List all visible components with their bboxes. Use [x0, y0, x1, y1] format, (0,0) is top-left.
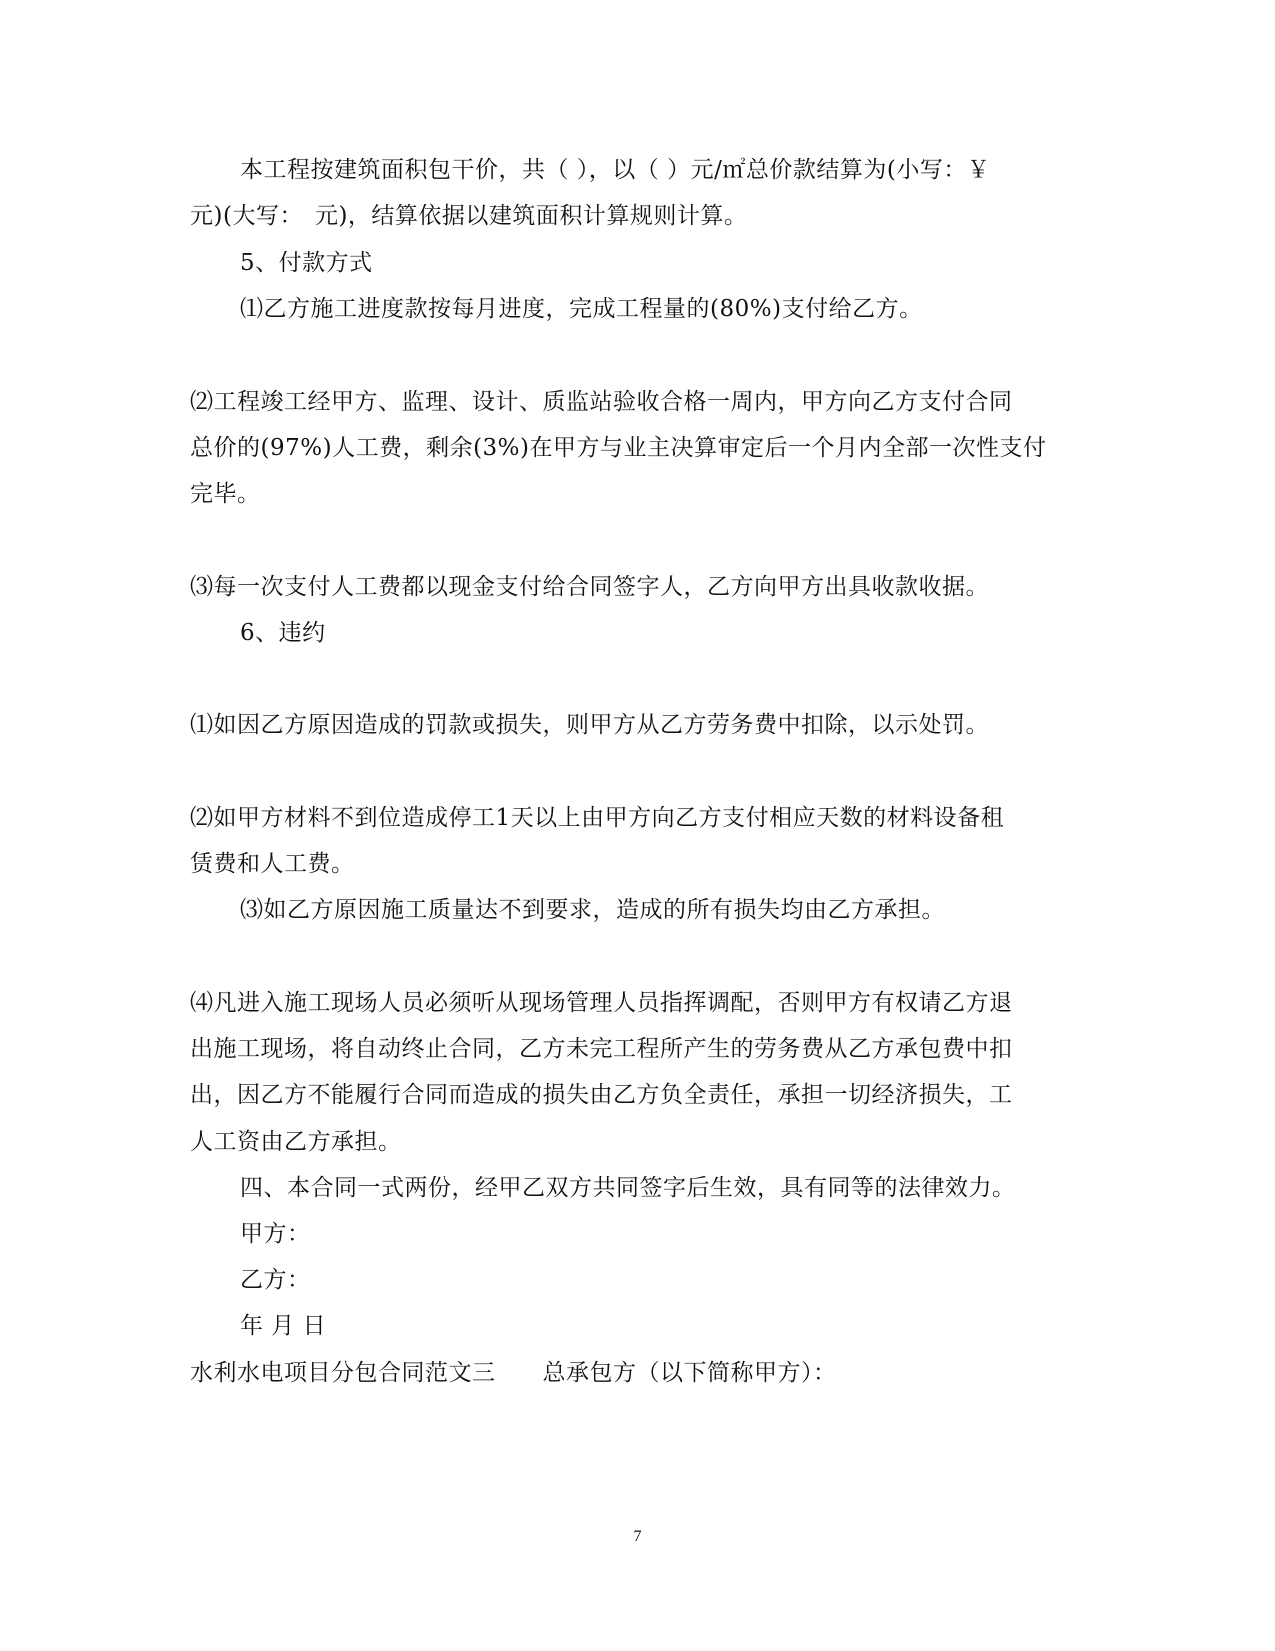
paragraph-line: 四、本合同一式两份，经甲乙双方共同签字后生效，具有同等的法律效力。 [240, 1175, 1016, 1201]
paragraph-line: ⑷凡进入施工现场人员必须听从现场管理人员指挥调配，否则甲方有权请乙方退 [190, 990, 1013, 1016]
paragraph-line: ⑶每一次支付人工费都以现金支付给合同签字人，乙方向甲方出具收款收据。 [190, 574, 989, 600]
signature-party-b: 乙方： [240, 1267, 311, 1293]
paragraph-line: 完毕。 [190, 481, 261, 507]
section-heading: 5、付款方式 [240, 250, 373, 276]
paragraph-line: 本工程按建筑面积包干价，共（ ），以（ ）元/㎡总价款结算为(小写：￥ [240, 157, 991, 183]
paragraph-line: 水利水电项目分包合同范文三 总承包方（以下简称甲方）： [190, 1360, 837, 1386]
paragraph-line: 赁费和人工费。 [190, 851, 355, 877]
paragraph-line: 出施工现场，将自动终止合同，乙方未完工程所产生的劳务费从乙方承包费中扣 [190, 1036, 1013, 1062]
paragraph-line: 元)(大写： 元)，结算依据以建筑面积计算规则计算。 [190, 203, 748, 229]
paragraph-line: ⑶如乙方原因施工质量达不到要求，造成的所有损失均由乙方承担。 [240, 897, 945, 923]
paragraph-line: ⑵如甲方材料不到位造成停工1天以上由甲方向乙方支付相应天数的材料设备租 [190, 805, 1005, 831]
paragraph-line: ⑵工程竣工经甲方、监理、设计、质监站验收合格一周内，甲方向乙方支付合同 [190, 389, 1013, 415]
paragraph-line: ⑴乙方施工进度款按每月进度，完成工程量的(80%)支付给乙方。 [240, 296, 923, 322]
signature-party-a: 甲方： [240, 1221, 311, 1247]
section-heading: 6、违约 [240, 620, 326, 646]
paragraph-line: ⑴如因乙方原因造成的罚款或损失，则甲方从乙方劳务费中扣除，以示处罚。 [190, 712, 989, 738]
paragraph-line: 人工资由乙方承担。 [190, 1129, 402, 1155]
page-number: 7 [633, 1528, 642, 1545]
paragraph-line: 出，因乙方不能履行合同而造成的损失由乙方负全责任，承担一切经济损失，工 [190, 1082, 1013, 1108]
signature-date: 年 月 日 [240, 1313, 327, 1339]
paragraph-line: 总价的(97%)人工费，剩余(3%)在甲方与业主决算审定后一个月内全部一次性支付 [190, 435, 1047, 461]
